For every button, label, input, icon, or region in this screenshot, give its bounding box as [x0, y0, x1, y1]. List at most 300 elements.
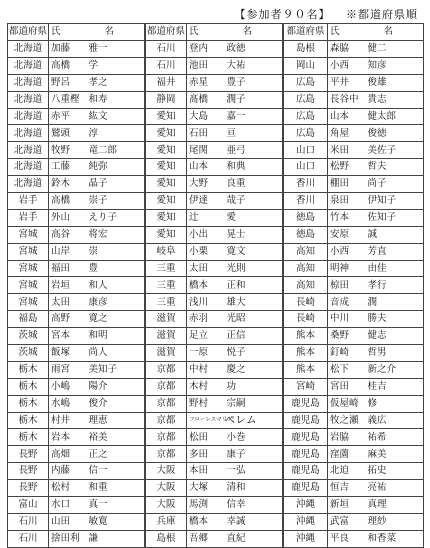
given-name-cell: 和重	[85, 480, 145, 497]
prefecture-cell: 滋賀	[146, 311, 187, 328]
table-row	[8, 361, 145, 378]
surname-cell: 大島	[187, 108, 223, 125]
surname-cell: 足立	[187, 328, 223, 345]
table-row	[284, 226, 424, 243]
table-row	[8, 193, 145, 210]
prefecture-cell: 広島	[284, 108, 328, 125]
surname-cell: 池田	[187, 57, 223, 74]
prefecture-cell: 京都	[146, 378, 187, 395]
given-name-cell: 康彦	[85, 294, 145, 311]
table-row	[8, 345, 145, 362]
surname-cell: 捨田利	[49, 530, 85, 547]
prefecture-cell: 三重	[146, 294, 187, 311]
prefecture-cell: 石川	[146, 41, 187, 58]
given-name-cell: 晶子	[85, 176, 145, 193]
surname-cell: 高野	[49, 311, 85, 328]
prefecture-cell: 長崎	[284, 311, 328, 328]
given-name-cell: 修	[364, 395, 424, 412]
column-header-prefecture: 都道府県	[284, 24, 328, 41]
given-name-cell: 正信	[223, 328, 283, 345]
prefecture-cell: 石川	[8, 513, 49, 530]
surname-cell: 松村	[49, 480, 85, 497]
table-row	[146, 446, 283, 463]
column-header-given: 名	[85, 24, 145, 41]
table-row	[146, 480, 283, 497]
prefecture-cell: 北海道	[8, 74, 49, 91]
given-name-cell: 直紀	[223, 530, 283, 547]
table-row	[8, 395, 145, 412]
table-row	[8, 226, 145, 243]
surname-cell: 岩本	[49, 429, 85, 446]
prefecture-cell: 宮城	[8, 226, 49, 243]
prefecture-cell: 福井	[146, 74, 187, 91]
given-name-cell: 理紗	[364, 513, 424, 530]
surname-cell: 松田	[187, 429, 223, 446]
prefecture-cell: 栃木	[8, 412, 49, 429]
roster-table-1	[7, 23, 145, 548]
prefecture-cell: 宮城	[8, 277, 49, 294]
prefecture-cell: 宮城	[8, 260, 49, 277]
given-name-cell: 雅一	[85, 41, 145, 58]
given-name-cell: 正之	[85, 446, 145, 463]
given-name-cell: 一弘	[223, 463, 283, 480]
given-name-cell: 悦子	[223, 345, 283, 362]
surname-cell: 石田	[187, 125, 223, 142]
surname-cell: 明神	[328, 260, 364, 277]
given-name-cell: 宗嗣	[223, 395, 283, 412]
roster-table-3	[283, 23, 424, 548]
surname-cell: 平井	[328, 74, 364, 91]
given-name-cell: 理恵	[85, 412, 145, 429]
given-name-cell: 崇子	[85, 193, 145, 210]
given-name-cell: 亜弓	[223, 142, 283, 159]
surname-cell: 伊達	[187, 193, 223, 210]
given-name-cell: 知彦	[364, 57, 424, 74]
given-name-cell: 潤子	[223, 91, 283, 108]
prefecture-cell: 栃木	[8, 378, 49, 395]
table-row	[8, 311, 145, 328]
table-row	[8, 260, 145, 277]
table-row	[8, 412, 145, 429]
surname-cell: 鈴木	[49, 176, 85, 193]
given-name-cell: 大祐	[223, 57, 283, 74]
table-row	[146, 193, 283, 210]
given-name-cell: 寛文	[223, 243, 283, 260]
table-row	[284, 328, 424, 345]
table-row	[146, 159, 283, 176]
surname-cell: 宮田	[328, 378, 364, 395]
given-name-cell: 真理	[364, 497, 424, 514]
prefecture-cell: 愛知	[146, 209, 187, 226]
prefecture-cell: 栃木	[8, 429, 49, 446]
given-name-cell: 豊子	[223, 74, 283, 91]
table-row	[146, 395, 283, 412]
given-name-cell: 功	[223, 378, 283, 395]
surname-cell: 山本	[187, 159, 223, 176]
prefecture-cell: 愛知	[146, 226, 187, 243]
prefecture-cell: 宮城	[8, 243, 49, 260]
given-name-cell: 正和	[223, 277, 283, 294]
table-row	[284, 395, 424, 412]
prefecture-cell: 大阪	[146, 463, 187, 480]
surname-cell: 雨宮	[49, 361, 85, 378]
surname-cell: 橋本	[187, 513, 223, 530]
table-row	[146, 57, 283, 74]
given-name-cell: 紘文	[85, 108, 145, 125]
prefecture-cell: 島根	[146, 530, 187, 547]
table-row	[146, 530, 283, 547]
prefecture-cell: 宮城	[8, 294, 49, 311]
table-row	[284, 497, 424, 514]
given-name-cell: 政徳	[223, 41, 283, 58]
surname-cell: 内藤	[49, 463, 85, 480]
surname-cell: 竹本	[328, 209, 364, 226]
table-row	[284, 277, 424, 294]
prefecture-cell: 鹿児島	[284, 412, 328, 429]
table-row	[8, 480, 145, 497]
prefecture-cell: 香川	[284, 193, 328, 210]
given-name-cell: 雄大	[223, 294, 283, 311]
surname-cell: 平良	[328, 530, 364, 547]
table-row	[284, 378, 424, 395]
prefecture-cell: 福島	[8, 311, 49, 328]
given-name-cell: 貴志	[364, 91, 424, 108]
prefecture-cell: 岡山	[284, 57, 328, 74]
prefecture-cell: 大阪	[146, 497, 187, 514]
surname-cell: 辻	[187, 209, 223, 226]
surname-cell: 大塚	[187, 480, 223, 497]
table-row	[146, 294, 283, 311]
surname-cell: 窪薗	[328, 446, 364, 463]
prefecture-cell: 長野	[8, 463, 49, 480]
given-name-cell: 孝行	[364, 277, 424, 294]
surname-cell: 角屋	[328, 125, 364, 142]
column-header-given: 名	[223, 24, 283, 41]
surname-cell: 飯塚	[49, 345, 85, 362]
prefecture-cell: 長野	[8, 480, 49, 497]
table-row	[146, 176, 283, 193]
prefecture-cell: 宮崎	[284, 378, 328, 395]
prefecture-cell: 北海道	[8, 57, 49, 74]
surname-cell: 赤星	[187, 74, 223, 91]
table-row	[8, 125, 145, 142]
table-row	[146, 142, 283, 159]
given-name-cell: 佐知子	[364, 209, 424, 226]
given-name-cell: 嘉一	[223, 108, 283, 125]
header-row	[8, 24, 145, 41]
surname-cell: 中村	[187, 361, 223, 378]
given-name-cell: 美知子	[85, 361, 145, 378]
surname-cell: 新垣	[328, 497, 364, 514]
table-row	[146, 41, 283, 58]
table-row	[284, 176, 424, 193]
prefecture-cell: 沖縄	[284, 497, 328, 514]
table-row	[284, 41, 424, 58]
surname-cell: 野呂	[49, 74, 85, 91]
surname-cell: 釘崎	[328, 345, 364, 362]
table-row	[8, 209, 145, 226]
document-header	[235, 6, 419, 22]
surname-cell: 棚田	[328, 176, 364, 193]
table-row	[284, 108, 424, 125]
surname-cell: 山岸	[49, 243, 85, 260]
table-row	[284, 243, 424, 260]
surname-cell: 長谷中	[328, 91, 364, 108]
surname-cell: 岩垣	[49, 277, 85, 294]
table-row	[8, 378, 145, 395]
given-name-cell: 将宏	[85, 226, 145, 243]
surname-cell: 髙橋	[187, 91, 223, 108]
surname-cell: 高谷	[49, 226, 85, 243]
given-name-cell: 拓史	[364, 463, 424, 480]
table-row	[146, 125, 283, 142]
given-name-cell: 信一	[85, 463, 145, 480]
prefecture-cell: 愛知	[146, 125, 187, 142]
given-name-cell: 裕美	[85, 429, 145, 446]
prefecture-cell: 熊本	[284, 361, 328, 378]
prefecture-cell: 広島	[284, 125, 328, 142]
given-name-cell: 慶之	[223, 361, 283, 378]
table-row	[284, 260, 424, 277]
given-name-cell: 和香菜	[364, 530, 424, 547]
surname-cell: フローレスマリア	[187, 412, 223, 429]
given-name-cell: 清和	[223, 480, 283, 497]
surname-cell: 宮本	[49, 328, 85, 345]
table-row	[8, 294, 145, 311]
given-name-cell: 亘	[223, 125, 283, 142]
given-name-cell: 哲男	[364, 345, 424, 362]
given-name-cell: 亮祐	[364, 480, 424, 497]
table-row	[8, 176, 145, 193]
prefecture-cell: 北海道	[8, 176, 49, 193]
prefecture-cell: 広島	[284, 91, 328, 108]
surname-cell: 多田	[187, 446, 223, 463]
surname-cell: 一原	[187, 345, 223, 362]
surname-cell: 浅川	[187, 294, 223, 311]
column-header-prefecture: 都道府県	[146, 24, 187, 41]
table-row	[8, 41, 145, 58]
given-name-cell: 健太郎	[364, 108, 424, 125]
table-row	[146, 243, 283, 260]
surname-cell: 松下	[328, 361, 364, 378]
prefecture-cell: 鹿児島	[284, 463, 328, 480]
table-row	[284, 446, 424, 463]
given-name-cell: 哉子	[223, 193, 283, 210]
surname-cell: 椋田	[328, 277, 364, 294]
surname-cell: 牧之瀬	[328, 412, 364, 429]
surname-cell: 牧野	[49, 142, 85, 159]
table-row	[146, 361, 283, 378]
surname-cell: 高橋	[49, 193, 85, 210]
given-name-cell: 和寿	[85, 91, 145, 108]
table-row	[284, 513, 424, 530]
prefecture-cell: 三重	[146, 277, 187, 294]
table-row	[284, 480, 424, 497]
prefecture-cell: 茨城	[8, 328, 49, 345]
prefecture-cell: 栃木	[8, 361, 49, 378]
participant-count: 【参加者９０名】	[234, 8, 331, 21]
table-row	[146, 328, 283, 345]
table-row	[284, 412, 424, 429]
given-name-cell: 伊知子	[364, 193, 424, 210]
table-row	[146, 226, 283, 243]
given-name-cell: 純弥	[85, 159, 145, 176]
surname-cell: 小栗	[187, 243, 223, 260]
table-row	[146, 345, 283, 362]
given-name-cell: 幸誠	[223, 513, 283, 530]
table-row	[8, 142, 145, 159]
prefecture-cell: 沖縄	[284, 530, 328, 547]
table-row	[284, 345, 424, 362]
table-row	[8, 108, 145, 125]
table-row	[8, 429, 145, 446]
prefecture-cell: 富山	[8, 497, 49, 514]
given-name-cell: 寛之	[85, 311, 145, 328]
given-name-cell: 光則	[223, 260, 283, 277]
surname-cell: 外山	[49, 209, 85, 226]
given-name-cell: 哲夫	[364, 159, 424, 176]
prefecture-cell: 京都	[146, 412, 187, 429]
table-row	[146, 412, 283, 429]
given-name-cell: 健志	[364, 328, 424, 345]
surname-cell: 太田	[187, 260, 223, 277]
surname-cell: 加藤	[49, 41, 85, 58]
prefecture-cell: 徳島	[284, 226, 328, 243]
prefecture-cell: 北海道	[8, 108, 49, 125]
prefecture-cell: 長野	[8, 446, 49, 463]
table-row	[8, 74, 145, 91]
prefecture-cell: 京都	[146, 446, 187, 463]
table-row	[284, 463, 424, 480]
table-row	[8, 513, 145, 530]
prefecture-cell: 岐阜	[146, 243, 187, 260]
table-row	[146, 260, 283, 277]
column-header-surname: 氏	[49, 24, 85, 41]
table-row	[8, 530, 145, 547]
table-row	[146, 311, 283, 328]
prefecture-cell: 愛知	[146, 142, 187, 159]
surname-cell: 尾関	[187, 142, 223, 159]
given-name-cell: 和典	[223, 159, 283, 176]
prefecture-cell: 滋賀	[146, 345, 187, 362]
surname-cell: 小西	[328, 57, 364, 74]
prefecture-cell: 静岡	[146, 91, 187, 108]
surname-cell: 野村	[187, 395, 223, 412]
table-row	[8, 159, 145, 176]
table-row	[146, 378, 283, 395]
given-name-cell: 康子	[223, 446, 283, 463]
table-row	[146, 463, 283, 480]
surname-cell: 泉田	[328, 193, 364, 210]
surname-cell: 小嶋	[49, 378, 85, 395]
surname-cell: 水口	[49, 497, 85, 514]
given-name-cell: 晃士	[223, 226, 283, 243]
table-row	[146, 497, 283, 514]
prefecture-cell: 大阪	[146, 480, 187, 497]
prefecture-cell: 徳島	[284, 209, 328, 226]
surname-cell: 橋本	[187, 277, 223, 294]
prefecture-cell: 高知	[284, 277, 328, 294]
prefecture-cell: 愛知	[146, 193, 187, 210]
surname-cell: 本田	[187, 463, 223, 480]
given-name-cell: 敏寛	[85, 513, 145, 530]
prefecture-cell: 三重	[146, 260, 187, 277]
prefecture-cell: 滋賀	[146, 328, 187, 345]
sort-note: ※都道府県順	[346, 8, 418, 21]
table-row	[8, 57, 145, 74]
prefecture-cell: 島根	[284, 41, 328, 58]
surname-cell: 武富	[328, 513, 364, 530]
column-header-surname: 氏	[187, 24, 223, 41]
given-name-cell: 祐希	[364, 429, 424, 446]
table-row	[8, 328, 145, 345]
prefecture-cell: 鹿児島	[284, 446, 328, 463]
table-row	[284, 209, 424, 226]
surname-cell: 松野	[328, 159, 364, 176]
table-row	[284, 91, 424, 108]
column-header-given: 名	[364, 24, 424, 41]
table-row	[284, 361, 424, 378]
prefecture-cell: 石川	[146, 57, 187, 74]
prefecture-cell: 岩手	[8, 193, 49, 210]
given-name-cell: 淳	[85, 125, 145, 142]
table-row	[284, 311, 424, 328]
surname-cell: 吾郷	[187, 530, 223, 547]
given-name-cell: 豊	[85, 260, 145, 277]
prefecture-cell: 石川	[8, 530, 49, 547]
table-row	[284, 57, 424, 74]
table-row	[284, 125, 424, 142]
prefecture-cell: 北海道	[8, 91, 49, 108]
prefecture-cell: 北海道	[8, 159, 49, 176]
prefecture-cell: 広島	[284, 74, 328, 91]
table-row	[8, 463, 145, 480]
table-row	[8, 91, 145, 108]
prefecture-cell: 香川	[284, 176, 328, 193]
surname-cell: 森脇	[328, 41, 364, 58]
surname-cell: 仮屋崎	[328, 395, 364, 412]
given-name-cell: 尚人	[85, 345, 145, 362]
table-row	[284, 429, 424, 446]
surname-cell: 村井	[49, 412, 85, 429]
given-name-cell: 桂吉	[364, 378, 424, 395]
surname-cell: 安原	[328, 226, 364, 243]
prefecture-cell: 愛知	[146, 159, 187, 176]
given-name-cell: 潤	[364, 294, 424, 311]
table-row	[8, 277, 145, 294]
surname-cell: 水嶋	[49, 395, 85, 412]
header-row	[146, 24, 283, 41]
surname-cell: 高橋	[49, 57, 85, 74]
surname-cell: 大野	[187, 176, 223, 193]
table-row	[284, 74, 424, 91]
prefecture-cell: 高知	[284, 260, 328, 277]
table-row	[284, 193, 424, 210]
surname-cell: 小出	[187, 226, 223, 243]
surname-cell: 福田	[49, 260, 85, 277]
prefecture-cell: 山口	[284, 142, 328, 159]
given-name-cell: 由佳	[364, 260, 424, 277]
table-row	[146, 209, 283, 226]
prefecture-cell: 京都	[146, 429, 187, 446]
prefecture-cell: 愛知	[146, 108, 187, 125]
surname-cell: 恒吉	[328, 480, 364, 497]
table-row	[284, 294, 424, 311]
given-name-cell: 陽介	[85, 378, 145, 395]
surname-cell: 木村	[187, 378, 223, 395]
given-name-cell: 勝夫	[364, 311, 424, 328]
prefecture-cell: 茨城	[8, 345, 49, 362]
